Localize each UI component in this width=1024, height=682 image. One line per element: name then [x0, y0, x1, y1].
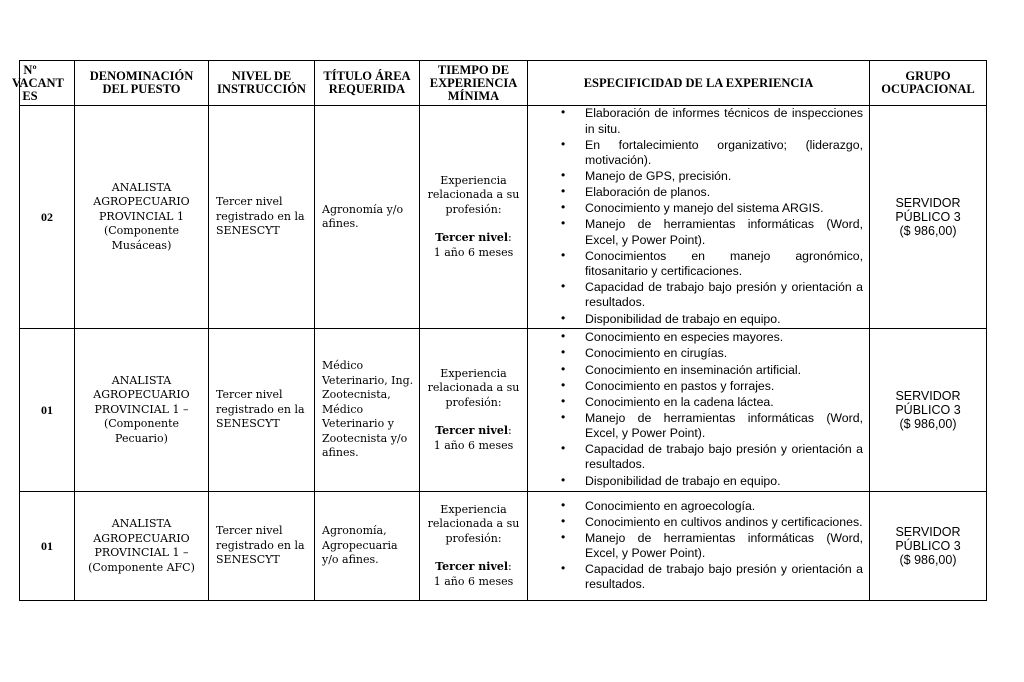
bullet-icon: • — [561, 216, 566, 231]
bullet-icon: • — [561, 329, 566, 344]
text-line: ($ 986,00) — [899, 224, 957, 238]
text-line: ANALISTA — [111, 373, 172, 387]
especificidad-item — [528, 379, 863, 394]
especificidad-cell — [528, 492, 870, 601]
especificidad-text: Disponibilidad de trabajo en equipo. — [585, 473, 781, 488]
experiencia-cell — [420, 106, 528, 329]
especificidad-list — [528, 499, 869, 593]
text-line: ANALISTA — [111, 180, 172, 194]
table-row — [20, 106, 987, 329]
header-especificidad: ESPECIFICIDAD DE LA EXPERIENCIA — [528, 61, 870, 106]
experiencia-text — [420, 367, 527, 411]
especificidad-item — [528, 249, 863, 280]
especificidad-item — [528, 395, 863, 410]
especificidad-text: Conocimiento y manejo del sistema ARGIS. — [585, 201, 824, 216]
text-line: DENOMINACIÓN — [89, 69, 194, 83]
vacantes-cell: 01 — [20, 492, 75, 601]
grupo-cell — [870, 492, 987, 601]
grupo-cell — [870, 329, 987, 492]
text-line: TIEMPO DE — [437, 62, 510, 77]
especificidad-text: Capacidad de trabajo bajo presión y orientación a resultados. — [585, 280, 863, 310]
especificidad-item — [528, 531, 863, 562]
header-denominacion — [75, 61, 209, 106]
especificidad-item — [528, 169, 863, 184]
especificidad-text: Conocimiento en la cadena láctea. — [585, 394, 774, 409]
text-line: Médico — [322, 402, 364, 416]
header-vacantes — [12, 61, 75, 106]
text-line: Experiencia — [440, 502, 507, 516]
text-line: SENESCYT — [216, 553, 280, 567]
especificidad-text: Conocimiento en inseminación artificial. — [585, 362, 801, 377]
text-line: Agronomía y/o — [322, 202, 404, 216]
text-line: Médico — [322, 359, 364, 373]
tercer-nivel-line: Tercer nivel: — [435, 424, 512, 438]
text-line: registrado en la — [216, 209, 305, 223]
nivel-cell — [209, 106, 315, 329]
text-line: SENESCYT — [216, 417, 280, 431]
text-line: profesión: — [445, 395, 502, 409]
text-line: relacionada a su — [427, 188, 520, 202]
especificidad-text: Elaboración de planos. — [585, 185, 711, 200]
text-line: Veterinario, Ing. — [322, 373, 414, 387]
especificidad-item — [528, 280, 863, 311]
especificidad-item — [528, 474, 863, 489]
especificidad-item — [528, 562, 863, 593]
text-line: Experiencia — [440, 366, 507, 380]
experiencia-cell — [420, 492, 528, 601]
especificidad-item — [528, 106, 863, 137]
text-line: ES — [22, 88, 38, 103]
text-line: Veterinario y — [322, 417, 394, 431]
denominacion-cell — [75, 492, 209, 601]
tiempo-value: 1 año 6 meses — [433, 245, 514, 259]
bullet-icon: • — [561, 345, 566, 360]
bullet-icon: • — [561, 184, 566, 199]
header-grupo — [870, 61, 987, 106]
text-line: AGROPECUARIO — [93, 195, 190, 209]
especificidad-item — [528, 442, 863, 473]
nivel-cell — [209, 329, 315, 492]
especificidad-item — [528, 515, 863, 530]
text-line: ($ 986,00) — [899, 417, 957, 431]
text-line: PÚBLICO 3 — [895, 210, 961, 224]
text-line: REQUERIDA — [328, 82, 406, 96]
text-line: (Componente — [103, 224, 180, 238]
text-line: TÍTULO ÁREA — [323, 69, 411, 83]
text-line: SERVIDOR — [895, 525, 961, 539]
especificidad-item — [528, 363, 863, 378]
text-line: VACANT — [12, 75, 64, 90]
especificidad-text: Conocimiento en cultivos andinos y certificaciones. — [585, 514, 863, 529]
text-line: AGROPECUARIO — [93, 388, 190, 402]
vacantes-cell: 01 — [20, 329, 75, 492]
text-line: AGROPECUARIO — [93, 531, 190, 545]
grupo-cell — [870, 106, 987, 329]
text-line: Tercer nivel — [216, 195, 283, 209]
especificidad-item — [528, 201, 863, 216]
table-row — [20, 492, 987, 601]
especificidad-text: Conocimiento en agroecología. — [585, 498, 756, 513]
text-line: profesión: — [445, 202, 502, 216]
text-line: Agropecuaria — [322, 538, 398, 552]
tercer-nivel-line: Tercer nivel: — [435, 231, 512, 245]
text-line: Agronomía, — [322, 524, 387, 538]
especificidad-text: Conocimiento en especies mayores. — [585, 330, 784, 345]
especificidad-item — [528, 312, 863, 327]
bullet-icon: • — [561, 513, 566, 528]
especificidad-text: Conocimiento en cirugías. — [585, 346, 728, 361]
text-line: NIVEL DE — [231, 69, 292, 83]
tiempo-value: 1 año 6 meses — [433, 438, 514, 452]
text-line: EXPERIENCIA — [429, 75, 518, 90]
text-line: Zootecnista y/o — [322, 431, 408, 445]
bullet-icon: • — [561, 529, 566, 544]
bullet-icon: • — [561, 497, 566, 512]
bullet-icon: • — [561, 409, 566, 424]
text-line: relacionada a su — [427, 381, 520, 395]
bullet-icon: • — [561, 200, 566, 215]
bullet-icon: • — [561, 377, 566, 392]
bullet-icon: • — [561, 361, 566, 376]
bullet-icon: • — [561, 105, 566, 120]
text-line: Musáceas) — [111, 238, 172, 252]
header-row — [20, 61, 987, 106]
text-line: Experiencia — [440, 173, 507, 187]
denominacion-cell — [75, 106, 209, 329]
titulo-cell — [315, 492, 420, 601]
header-tiempo — [420, 61, 528, 106]
text-line: ANALISTA — [111, 517, 172, 530]
text-line: SERVIDOR — [895, 389, 961, 403]
tiempo-value: 1 año 6 meses — [433, 574, 514, 588]
especificidad-list — [528, 330, 869, 489]
especificidad-text: Manejo de herramientas informáticas (Word, Excel, y Power Point). — [585, 530, 863, 560]
text-line: relacionada a su — [427, 517, 520, 531]
bullet-icon: • — [561, 472, 566, 487]
especificidad-text: Conocimiento en pastos y forrajes. — [585, 378, 775, 393]
text-line: INSTRUCCIÓN — [217, 82, 306, 96]
especificidad-item — [528, 499, 863, 514]
text-line: Tercer nivel — [216, 388, 283, 402]
especificidad-text: Capacidad de trabajo bajo presión y orientación a resultados. — [585, 442, 863, 472]
especificidad-list — [528, 106, 869, 327]
especificidad-text: Elaboración de informes técnicos de inspecciones in situ. — [585, 106, 863, 136]
text-line: PROVINCIAL 1 – — [94, 402, 189, 416]
text-line: afines. — [322, 446, 359, 460]
especificidad-item — [528, 185, 863, 200]
text-line: PROVINCIAL 1 – — [94, 546, 189, 559]
especificidad-cell — [528, 329, 870, 492]
especificidad-item — [528, 217, 863, 248]
text-line: Nº — [23, 62, 37, 77]
especificidad-text: Conocimientos en manejo agronómico, fitosanitario y certificaciones. — [585, 248, 863, 279]
text-line: Tercer nivel — [216, 524, 283, 538]
text-line: (Componente AFC) — [88, 560, 195, 574]
header-nivel — [209, 61, 315, 106]
especificidad-text: En fortalecimiento organizativo; (liderazgo, motivación). — [585, 137, 863, 168]
especificidad-text: Manejo de herramientas informáticas (Word, Excel, y Power Point). — [585, 410, 863, 441]
especificidad-item — [528, 346, 863, 361]
text-line: ($ 986,00) — [899, 553, 957, 567]
nivel-cell — [209, 492, 315, 601]
text-line: Zootecnista, — [322, 388, 391, 402]
text-line: (Componente — [103, 417, 180, 431]
text-line: PÚBLICO 3 — [895, 403, 961, 417]
especificidad-text: Capacidad de trabajo bajo presión y orientación a resultados. — [585, 562, 863, 592]
experiencia-text — [420, 503, 527, 547]
text-line: registrado en la — [216, 402, 305, 416]
text-line: registrado en la — [216, 538, 305, 552]
bullet-icon: • — [561, 441, 566, 456]
text-line: DEL PUESTO — [102, 82, 181, 96]
denominacion-cell — [75, 329, 209, 492]
text-line: y/o afines. — [322, 553, 379, 567]
especificidad-item — [528, 138, 863, 169]
header-titulo — [315, 61, 420, 106]
text-line: afines. — [322, 217, 359, 230]
especificidad-item — [528, 330, 863, 345]
text-line: OCUPACIONAL — [881, 82, 975, 96]
especificidad-item — [528, 411, 863, 442]
bullet-icon: • — [561, 279, 566, 294]
text-line: SENESCYT — [216, 224, 280, 238]
bullet-icon: • — [561, 561, 566, 576]
experiencia-cell — [420, 329, 528, 492]
text-line: SERVIDOR — [895, 196, 961, 210]
text-line: Pecuario) — [115, 431, 168, 445]
vacantes-cell: 02 — [20, 106, 75, 329]
vacancies-table — [12, 60, 987, 601]
especificidad-text: Disponibilidad de trabajo en equipo. — [585, 311, 781, 326]
text-line: MÍNIMA — [447, 88, 500, 103]
titulo-cell — [315, 329, 420, 492]
especificidad-cell — [528, 106, 870, 329]
text-line: profesión: — [445, 531, 502, 545]
text-line: PÚBLICO 3 — [895, 539, 961, 553]
text-line: PROVINCIAL 1 — [99, 209, 184, 223]
bullet-icon: • — [561, 310, 566, 325]
experiencia-text — [420, 174, 527, 218]
especificidad-text: Manejo de herramientas informáticas (Word, Excel, y Power Point). — [585, 217, 863, 247]
bullet-icon: • — [561, 136, 566, 151]
bullet-icon: • — [561, 168, 566, 183]
table-row — [20, 329, 987, 492]
especificidad-text: Manejo de GPS, precisión. — [585, 169, 732, 184]
text-line: GRUPO — [905, 69, 951, 83]
bullet-icon: • — [561, 393, 566, 408]
titulo-cell — [315, 106, 420, 329]
bullet-icon: • — [561, 247, 566, 262]
tercer-nivel-line: Tercer nivel: — [435, 560, 512, 574]
